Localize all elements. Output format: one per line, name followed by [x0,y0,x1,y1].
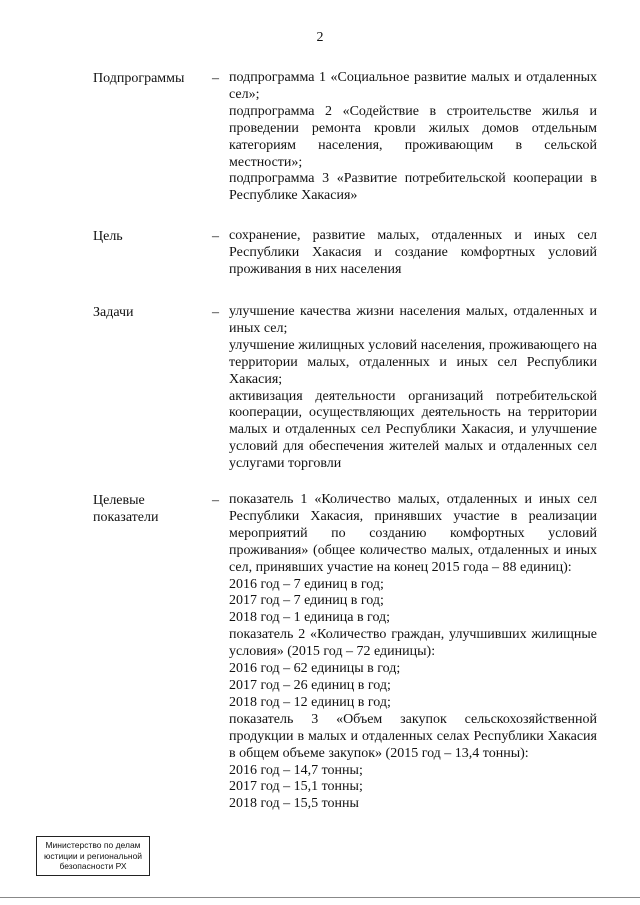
section-content [229,492,597,813]
paragraph: подпрограмма 1 «Социальное развитие малых и отдаленных сел»; [229,70,597,102]
paragraph: 2016 год – 14,7 тонны; [229,762,363,778]
section-content [229,70,597,205]
label-line: Подпрограммы [93,71,185,86]
stamp-line: Министерство по делам [45,840,141,850]
label-line: Задачи [93,305,134,320]
section-content [229,304,597,473]
label-line: Целевые [93,493,145,508]
section-dash: – [212,71,219,86]
ministry-stamp [36,836,150,876]
section-label [93,228,208,245]
section-label [93,70,208,87]
section-label [93,492,208,526]
paragraph: 2017 год – 7 единиц в год; [229,593,384,609]
paragraph: сохранение, развитие малых, отдаленных и иных сел Республики Хакасия и создание комфортных условий проживания в них населения [229,228,597,277]
stamp-line: безопасности РХ [59,861,127,871]
paragraph: 2018 год – 1 единица в год; [229,610,391,626]
paragraph: подпрограмма 3 «Развитие потребительской кооперации в Республике Хакасия» [229,171,597,204]
section-label [93,304,208,321]
paragraph: активизация деятельности организаций потребительской кооперации, осуществляющих деятельность на территории малых и отдаленных сел Республики Хакасия, и улучшение условий для обеспечения жителей малых и отдаленных сел услугами торговли [229,388,597,472]
paragraph: 2016 год – 7 единиц в год; [229,576,384,592]
paragraph: улучшение жилищных условий населения, проживающего на территории малых, отдаленных и иных сел Республики Хакасия; [229,337,597,387]
paragraph: 2017 год – 26 единиц в год; [229,677,391,693]
paragraph: 2016 год – 62 единицы в год; [229,661,401,677]
paragraph: 2018 год – 15,5 тонны [229,796,359,812]
label-line: показатели [93,510,159,525]
label-line: Цель [93,229,123,244]
page-number: 2 [316,30,324,45]
paragraph: улучшение качества жизни населения малых, отдаленных и иных сел; [229,304,597,336]
section-dash: – [212,305,219,320]
paragraph: подпрограмма 2 «Содействие в строительстве жилья и проведении ремонта кровли жилых домов отдельным категориям населения, проживающим в сельской местности»; [229,103,597,170]
page-bottom-edge [0,897,640,898]
paragraph: 2017 год – 15,1 тонны; [229,779,363,795]
paragraph: показатель 3 «Объем закупок сельскохозяйственной продукции в малых и отдаленных селах Республики Хакасия в общем объеме закупок» (2015 год – 13,4 тонны): [229,711,597,761]
paragraph: показатель 2 «Количество граждан, улучшивших жилищные условия» (2015 год – 72 единицы): [229,627,597,660]
section-content [229,228,597,279]
paragraph: 2018 год – 12 единиц в год; [229,694,391,710]
section-dash: – [212,493,219,508]
section-dash: – [212,229,219,244]
stamp-line: юстиции и региональной [43,850,143,861]
paragraph: показатель 1 «Количество малых, отдаленных и иных сел Республики Хакасия, принявших участие в реализации мероприятий по созданию комфортных условий проживания» (общее количество малых, отдаленных и иных сел, принявших участие на конец 2015 года – 88 единиц): [229,492,597,575]
